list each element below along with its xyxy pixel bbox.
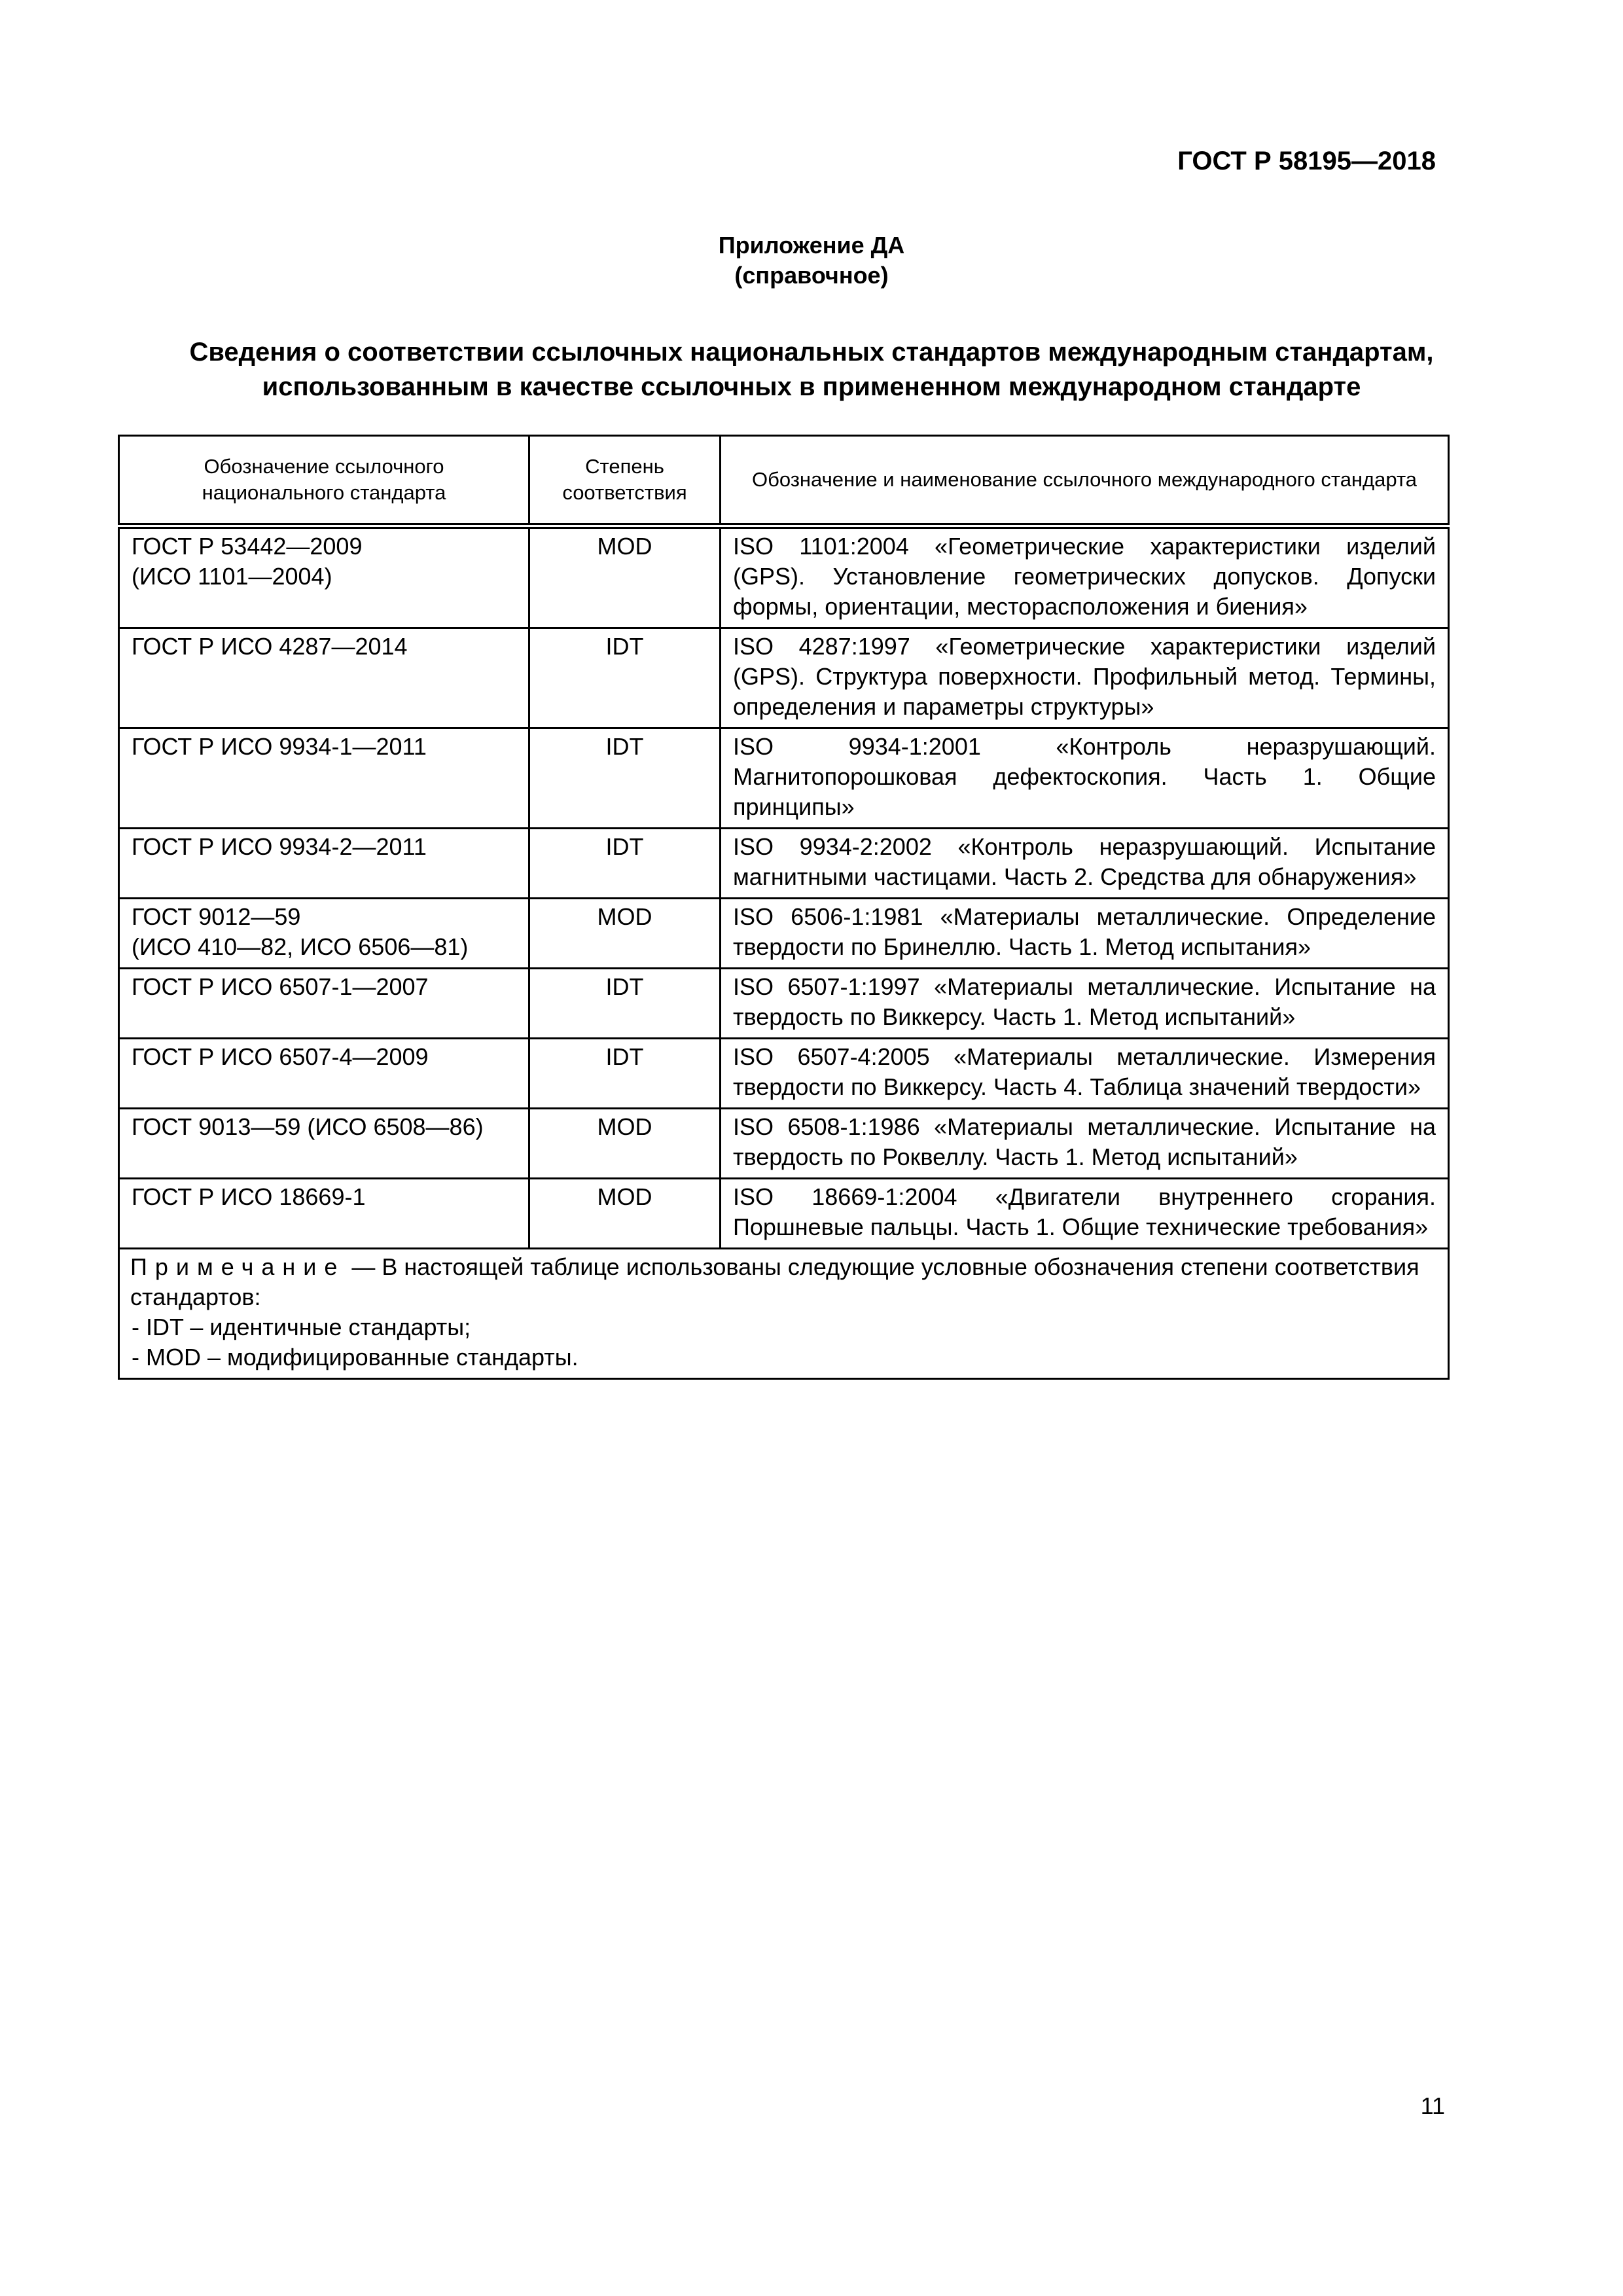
table-row	[119, 829, 1449, 899]
table-row	[119, 628, 1449, 728]
annex-title: Приложение ДА	[718, 232, 905, 259]
national-code: ГОСТ Р ИСО 6507-4—2009	[132, 1043, 429, 1070]
international-standard-cell: ISO 6507-1:1997 «Материалы металлические. Испытание на твердость по Виккерсу. Часть 1. Метод испытаний»	[721, 969, 1449, 1039]
international-standard-cell: ISO 9934-1:2001 «Контроль неразрушающий. Магнитопорошковая дефектоскопия. Часть 1. Общие принципы»	[721, 728, 1449, 829]
document-code: ГОСТ Р 58195—2018	[1177, 147, 1436, 175]
table-row	[119, 1039, 1449, 1109]
degree-cell: IDT	[529, 1039, 721, 1109]
table-row	[119, 969, 1449, 1039]
national-standard-cell	[119, 1179, 529, 1249]
note-item-mod: - MOD – модифицированные стандарты.	[132, 1344, 579, 1371]
national-code: ГОСТ Р ИСО 6507-1—2007	[132, 973, 429, 1000]
national-code-equivalent: (ИСО 410—82, ИСО 6506—81)	[132, 933, 469, 960]
national-code: ГОСТ Р ИСО 9934-2—2011	[132, 833, 427, 860]
national-code: ГОСТ Р ИСО 4287—2014	[132, 633, 408, 660]
table-row	[119, 1109, 1449, 1179]
page-number: 11	[1420, 2092, 1445, 2119]
national-code-equivalent: (ИСО 1101—2004)	[132, 563, 332, 590]
table-row	[119, 728, 1449, 829]
international-standard-cell: ISO 6508-1:1986 «Материалы металлические. Испытание на твердость по Роквеллу. Часть 1. Метод испытаний»	[721, 1109, 1449, 1179]
note-body: — В настоящей таблице использованы следующие условные обозначения степени соответствия стандартов:	[130, 1253, 1419, 1310]
header-degree: Степень соответствия	[529, 436, 721, 526]
note-item-idt: - IDT – идентичные стандарты;	[132, 1314, 471, 1340]
national-standard-cell	[119, 1039, 529, 1109]
table-note-row	[119, 1249, 1449, 1379]
degree-cell: IDT	[529, 829, 721, 899]
table-header-row	[119, 436, 1449, 526]
degree-cell: MOD	[529, 1179, 721, 1249]
national-standard-cell	[119, 829, 529, 899]
degree-cell: IDT	[529, 628, 721, 728]
note-text	[130, 1252, 1436, 1312]
international-standard-cell: ISO 4287:1997 «Геометрические характеристики изделий (GPS). Структура поверхности. Профильный метод. Термины, определения и параметры структуры»	[721, 628, 1449, 728]
note-label: Примечание	[130, 1253, 346, 1280]
national-standard-cell	[119, 1109, 529, 1179]
table-row	[119, 899, 1449, 969]
table-row	[119, 1179, 1449, 1249]
table-row	[119, 526, 1449, 628]
international-standard-cell: ISO 6506-1:1981 «Материалы металлические. Определение твердости по Бринеллю. Часть 1. Метод испытания»	[721, 899, 1449, 969]
national-standard-cell	[119, 728, 529, 829]
degree-cell: IDT	[529, 969, 721, 1039]
document-title-line-1: Сведения о соответствии ссылочных национальных стандартов международным стандартам,	[189, 338, 1434, 367]
national-code: ГОСТ Р 53442—2009	[132, 533, 363, 560]
international-standard-cell: ISO 1101:2004 «Геометрические характеристики изделий (GPS). Установление геометрических допусков. Допуски формы, ориентации, месторасположения и биения»	[721, 526, 1449, 628]
document-title	[105, 335, 1518, 404]
national-standard-cell	[119, 526, 529, 628]
national-code: ГОСТ 9012—59	[132, 903, 301, 930]
document-title-line-2: использованным в качестве ссылочных в примененном международном стандарте	[262, 372, 1361, 401]
national-code: ГОСТ Р ИСО 9934-1—2011	[132, 733, 427, 760]
national-code: ГОСТ Р ИСО 18669-1	[132, 1183, 366, 1210]
table-note	[119, 1249, 1449, 1379]
national-code: ГОСТ 9013—59 (ИСО 6508—86)	[132, 1113, 484, 1140]
international-standard-cell: ISO 18669-1:2004 «Двигатели внутреннего сгорания. Поршневые пальцы. Часть 1. Общие технические требования»	[721, 1179, 1449, 1249]
international-standard-cell: ISO 6507-4:2005 «Материалы металлические. Измерения твердости по Виккерсу. Часть 4. Таблица значений твердости»	[721, 1039, 1449, 1109]
degree-cell: MOD	[529, 526, 721, 628]
standards-correspondence-table	[118, 435, 1450, 1380]
national-standard-cell	[119, 628, 529, 728]
header-international-standard: Обозначение и наименование ссылочного международного стандарта	[721, 436, 1449, 526]
degree-cell: MOD	[529, 899, 721, 969]
international-standard-cell: ISO 9934-2:2002 «Контроль неразрушающий. Испытание магнитными частицами. Часть 2. Средства для обнаружения»	[721, 829, 1449, 899]
national-standard-cell	[119, 969, 529, 1039]
degree-cell: MOD	[529, 1109, 721, 1179]
annex-heading	[0, 230, 1623, 291]
annex-kind: (справочное)	[734, 262, 889, 289]
header-national-standard: Обозначение ссылочного национального стандарта	[119, 436, 529, 526]
national-standard-cell	[119, 899, 529, 969]
degree-cell: IDT	[529, 728, 721, 829]
